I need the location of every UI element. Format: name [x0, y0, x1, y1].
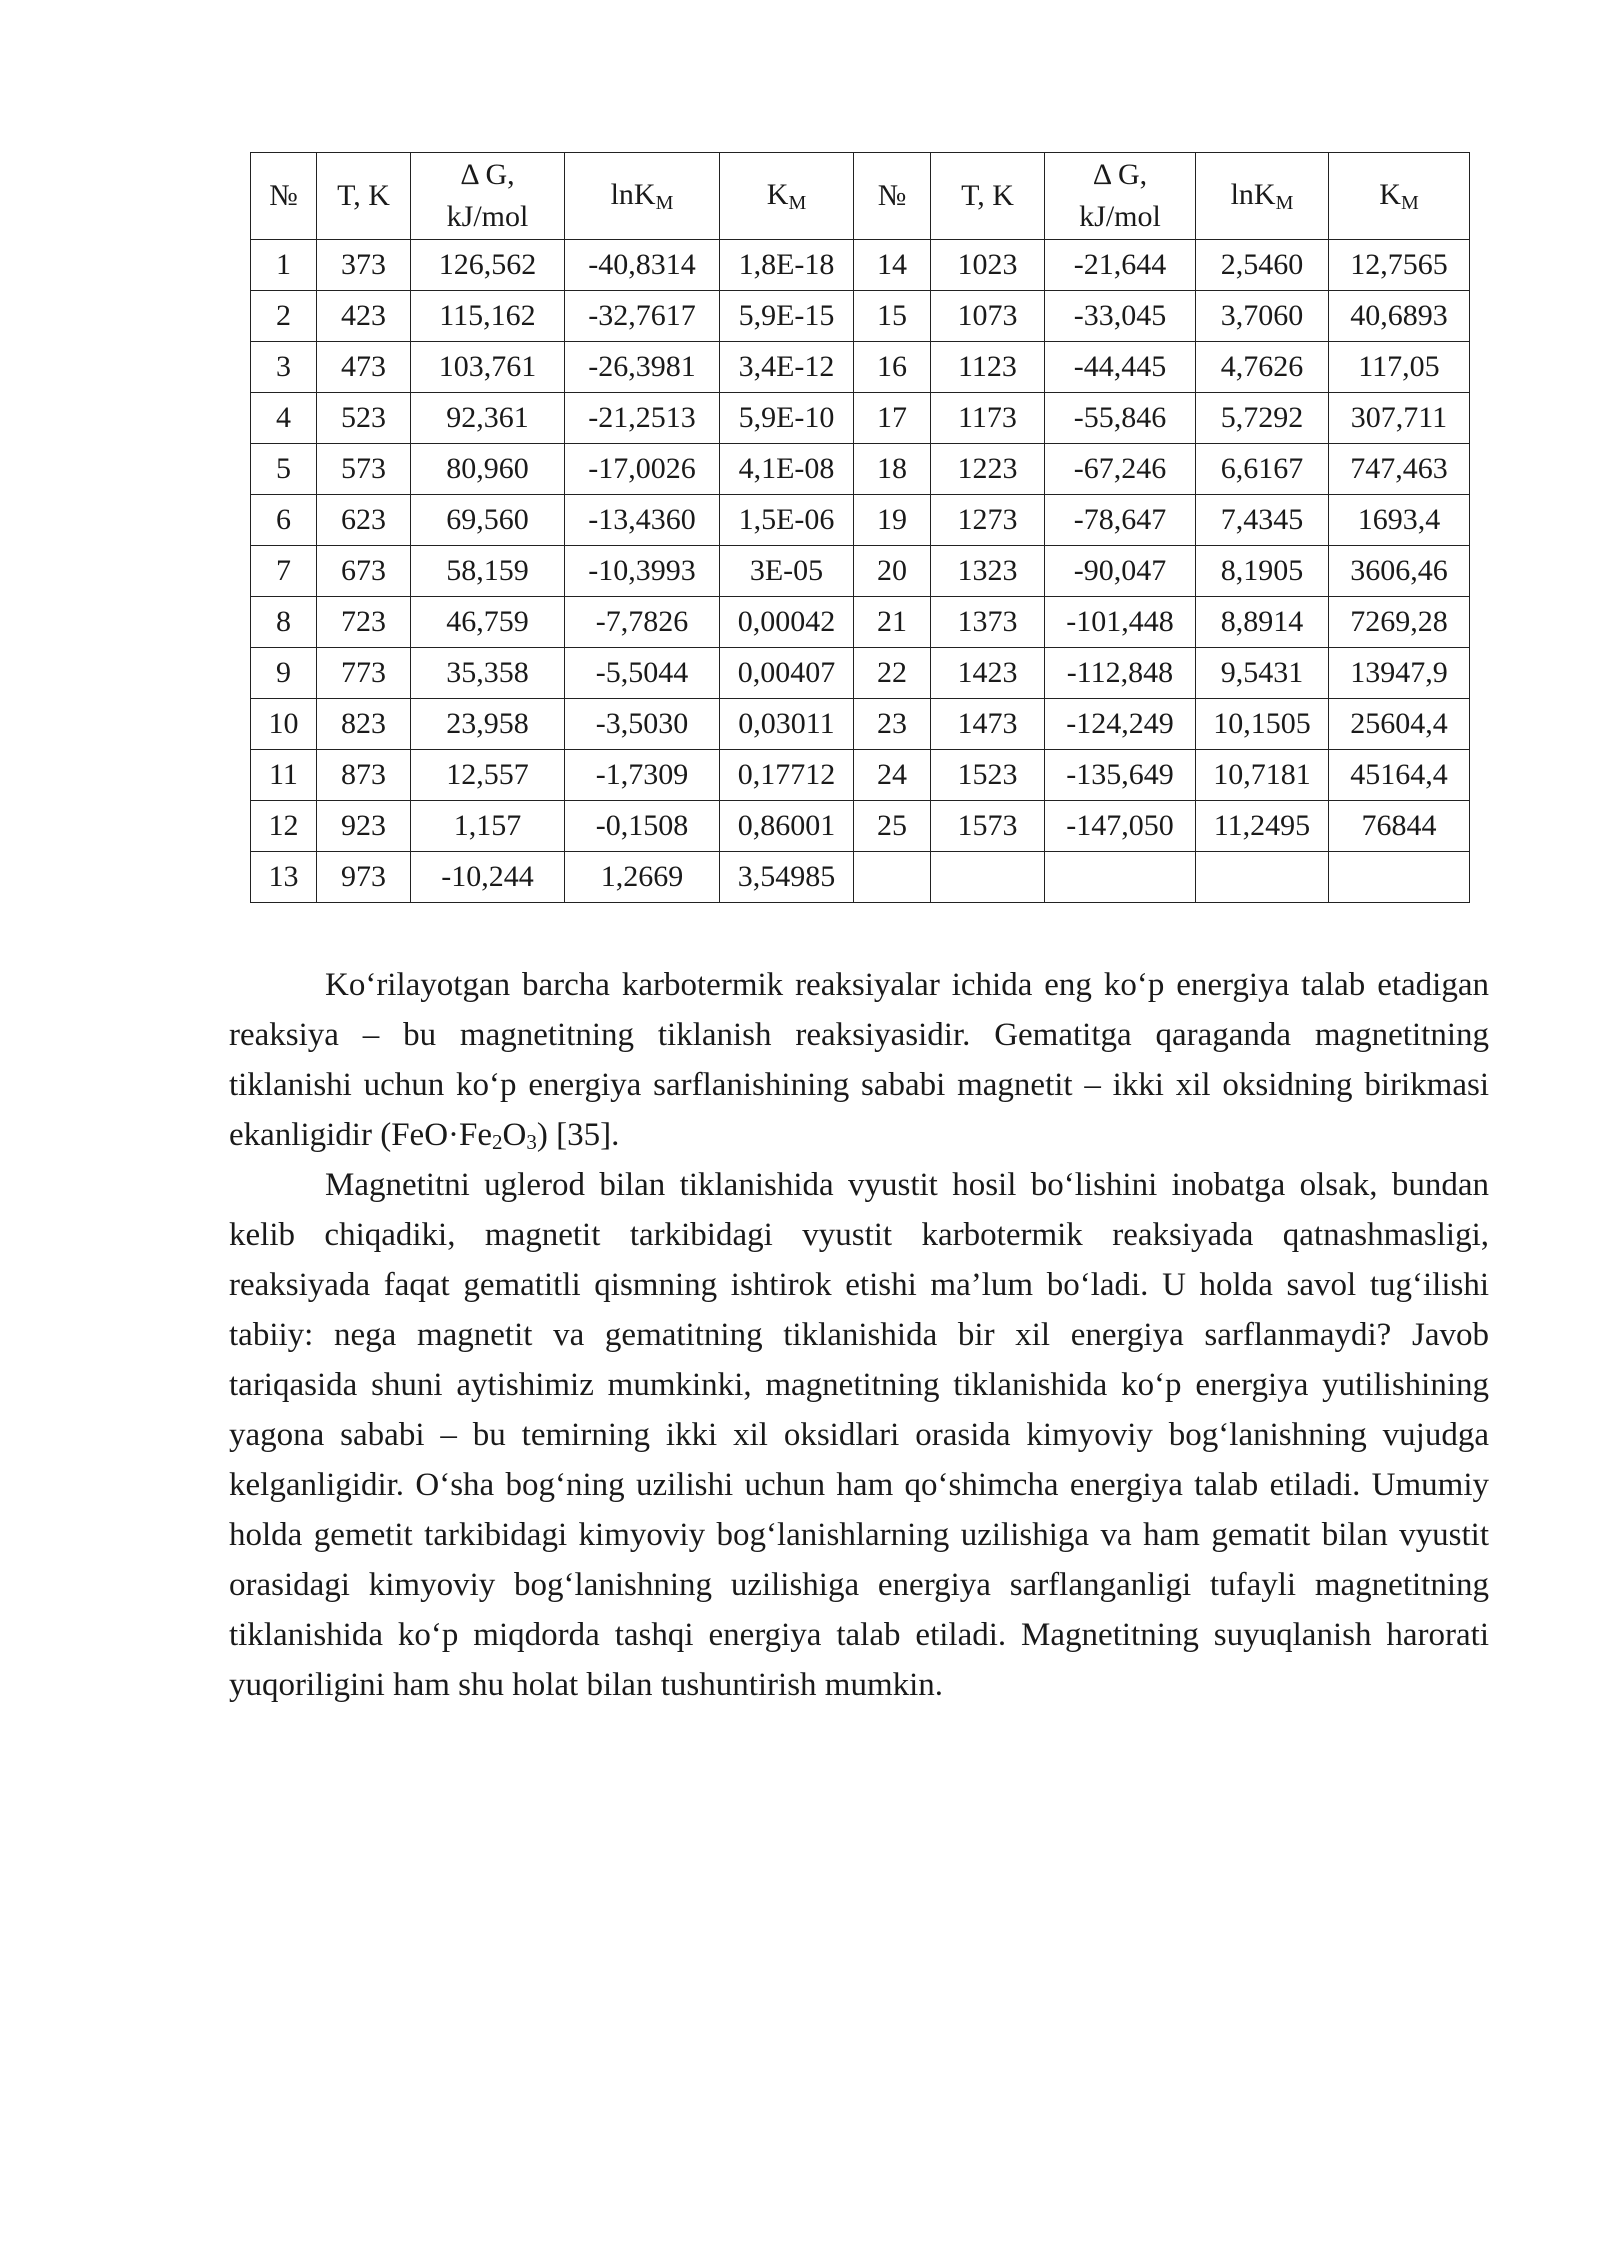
- table-cell: 6: [251, 495, 317, 546]
- table-cell: 1173: [931, 393, 1045, 444]
- table-cell: 92,361: [411, 393, 565, 444]
- table-cell: -26,3981: [565, 342, 720, 393]
- table-row: [251, 342, 1470, 393]
- table-cell: -0,1508: [565, 801, 720, 852]
- header-number: №: [251, 153, 317, 240]
- table-cell: [1045, 852, 1196, 903]
- table-cell: -101,448: [1045, 597, 1196, 648]
- table-cell: 40,6893: [1329, 291, 1470, 342]
- table-cell: -112,848: [1045, 648, 1196, 699]
- table-cell: [1196, 852, 1329, 903]
- table-cell: 11,2495: [1196, 801, 1329, 852]
- table-cell: 23,958: [411, 699, 565, 750]
- table-cell: 7,4345: [1196, 495, 1329, 546]
- table-cell: 0,17712: [720, 750, 854, 801]
- table-cell: -7,7826: [565, 597, 720, 648]
- table-cell: 9: [251, 648, 317, 699]
- table-cell: -40,8314: [565, 240, 720, 291]
- table-cell: 4: [251, 393, 317, 444]
- table-cell: 0,00042: [720, 597, 854, 648]
- header-km: KM: [1329, 153, 1470, 240]
- table-cell: -147,050: [1045, 801, 1196, 852]
- table-cell: 673: [317, 546, 411, 597]
- table-cell: 1473: [931, 699, 1045, 750]
- table-cell: -78,647: [1045, 495, 1196, 546]
- table-cell: 12,557: [411, 750, 565, 801]
- table-cell: 1223: [931, 444, 1045, 495]
- header-km: KM: [720, 153, 854, 240]
- table-cell: [931, 852, 1045, 903]
- table-cell: -44,445: [1045, 342, 1196, 393]
- chemical-formula: $FeO\cdot Fe_2O_3$: [391, 1117, 537, 1154]
- table-cell: 8,8914: [1196, 597, 1329, 648]
- table-cell: 25: [854, 801, 931, 852]
- table-cell: -21,644: [1045, 240, 1196, 291]
- table-cell: 5,9E-15: [720, 291, 854, 342]
- table-cell: 7: [251, 546, 317, 597]
- table-cell: -1,7309: [565, 750, 720, 801]
- table-cell: 8: [251, 597, 317, 648]
- table-cell: 1693,4: [1329, 495, 1470, 546]
- table-cell: 623: [317, 495, 411, 546]
- table-row: [251, 393, 1470, 444]
- table-cell: -13,4360: [565, 495, 720, 546]
- table-cell: 3: [251, 342, 317, 393]
- table-cell: 1273: [931, 495, 1045, 546]
- table-cell: 0,00407: [720, 648, 854, 699]
- table-cell: [854, 852, 931, 903]
- table-cell: 14: [854, 240, 931, 291]
- table-cell: 69,560: [411, 495, 565, 546]
- table-cell: 723: [317, 597, 411, 648]
- table-cell: 45164,4: [1329, 750, 1470, 801]
- table-cell: 0,03011: [720, 699, 854, 750]
- table-cell: -17,0026: [565, 444, 720, 495]
- table-cell: 13: [251, 852, 317, 903]
- table-cell: 22: [854, 648, 931, 699]
- table-cell: 873: [317, 750, 411, 801]
- table-row: [251, 750, 1470, 801]
- table-cell: 3E-05: [720, 546, 854, 597]
- table-cell: 25604,4: [1329, 699, 1470, 750]
- table-cell: 9,5431: [1196, 648, 1329, 699]
- paragraph-1: Ko‘rilayotgan barcha karbotermik reaksiyalar ichida eng ko‘p energiya talab etadigan reaksiya – bu magnetitning tiklanish reaksiyasidir. Gematitga qaraganda magnetitning tiklanishi uchun ko‘p energiya sarflanishining sababi magnetit – ikki xil oksidning birikmasi ekanligidir $(FeO\cdot Fe_2O_3)$ [35].: [229, 967, 1489, 1154]
- header-ln-km: lnKM: [565, 153, 720, 240]
- table-cell: 126,562: [411, 240, 565, 291]
- table-cell: 8,1905: [1196, 546, 1329, 597]
- table-cell: -32,7617: [565, 291, 720, 342]
- table-cell: -124,249: [1045, 699, 1196, 750]
- header-temperature: T, K: [317, 153, 411, 240]
- table-cell: 11: [251, 750, 317, 801]
- table-cell: [1329, 852, 1470, 903]
- table-row: [251, 597, 1470, 648]
- table-row: [251, 444, 1470, 495]
- table-cell: 1,5E-06: [720, 495, 854, 546]
- table-cell: 1523: [931, 750, 1045, 801]
- header-ln-km: lnKM: [1196, 153, 1329, 240]
- table-cell: 115,162: [411, 291, 565, 342]
- table-cell: 10,1505: [1196, 699, 1329, 750]
- header-delta-g: Δ G, kJ/mol: [1045, 153, 1196, 240]
- table-cell: 10,7181: [1196, 750, 1329, 801]
- table-cell: 747,463: [1329, 444, 1470, 495]
- table-cell: 15: [854, 291, 931, 342]
- thermodynamics-table: [250, 152, 1470, 903]
- table-cell: -135,649: [1045, 750, 1196, 801]
- table-cell: 3,7060: [1196, 291, 1329, 342]
- table-cell: 523: [317, 393, 411, 444]
- table-cell: 573: [317, 444, 411, 495]
- table-cell: -55,846: [1045, 393, 1196, 444]
- table-cell: 46,759: [411, 597, 565, 648]
- table-cell: 1323: [931, 546, 1045, 597]
- table-cell: 18: [854, 444, 931, 495]
- table-cell: 823: [317, 699, 411, 750]
- table-cell: 1073: [931, 291, 1045, 342]
- table-cell: -5,5044: [565, 648, 720, 699]
- table-cell: -10,3993: [565, 546, 720, 597]
- table-cell: 58,159: [411, 546, 565, 597]
- table-row: [251, 495, 1470, 546]
- table-cell: -21,2513: [565, 393, 720, 444]
- table-cell: 13947,9: [1329, 648, 1470, 699]
- table-cell: 80,960: [411, 444, 565, 495]
- table-cell: 5,9E-10: [720, 393, 854, 444]
- table-cell: 973: [317, 852, 411, 903]
- table-cell: 10: [251, 699, 317, 750]
- table-cell: 473: [317, 342, 411, 393]
- header-number: №: [854, 153, 931, 240]
- table-cell: -67,246: [1045, 444, 1196, 495]
- table-cell: -3,5030: [565, 699, 720, 750]
- table-body: [251, 240, 1470, 903]
- table-row: [251, 291, 1470, 342]
- table-row: [251, 852, 1470, 903]
- table-cell: 1,8E-18: [720, 240, 854, 291]
- table-cell: 24: [854, 750, 931, 801]
- table-row: [251, 240, 1470, 291]
- table-cell: 12: [251, 801, 317, 852]
- header-temperature: T, K: [931, 153, 1045, 240]
- table-cell: 1373: [931, 597, 1045, 648]
- table-cell: 76844: [1329, 801, 1470, 852]
- table-cell: 19: [854, 495, 931, 546]
- table-cell: 923: [317, 801, 411, 852]
- table-cell: -90,047: [1045, 546, 1196, 597]
- table-cell: 1123: [931, 342, 1045, 393]
- table-cell: 0,86001: [720, 801, 854, 852]
- table-cell: 12,7565: [1329, 240, 1470, 291]
- table-cell: 1023: [931, 240, 1045, 291]
- table-cell: 3606,46: [1329, 546, 1470, 597]
- table-cell: 4,1E-08: [720, 444, 854, 495]
- table-cell: 1573: [931, 801, 1045, 852]
- table-cell: 1: [251, 240, 317, 291]
- body-text: [229, 960, 1489, 1710]
- table-cell: 3,4E-12: [720, 342, 854, 393]
- table-cell: 307,711: [1329, 393, 1470, 444]
- table-cell: 773: [317, 648, 411, 699]
- table-cell: 2: [251, 291, 317, 342]
- table-cell: 16: [854, 342, 931, 393]
- table-cell: 117,05: [1329, 342, 1470, 393]
- table-cell: 2,5460: [1196, 240, 1329, 291]
- table-cell: 20: [854, 546, 931, 597]
- table-header-row: [251, 153, 1470, 240]
- table-cell: -33,045: [1045, 291, 1196, 342]
- table-row: [251, 801, 1470, 852]
- table-cell: 4,7626: [1196, 342, 1329, 393]
- table-cell: 6,6167: [1196, 444, 1329, 495]
- table-cell: 1423: [931, 648, 1045, 699]
- table-row: [251, 546, 1470, 597]
- table-cell: 21: [854, 597, 931, 648]
- table-row: [251, 648, 1470, 699]
- table-cell: 5,7292: [1196, 393, 1329, 444]
- table-cell: 1,2669: [565, 852, 720, 903]
- table-cell: -10,244: [411, 852, 565, 903]
- table-cell: 23: [854, 699, 931, 750]
- table-cell: 3,54985: [720, 852, 854, 903]
- table-cell: 103,761: [411, 342, 565, 393]
- table-cell: 35,358: [411, 648, 565, 699]
- table-cell: 423: [317, 291, 411, 342]
- table-cell: 17: [854, 393, 931, 444]
- table-cell: 373: [317, 240, 411, 291]
- table-cell: 7269,28: [1329, 597, 1470, 648]
- table-row: [251, 699, 1470, 750]
- table-cell: 1,157: [411, 801, 565, 852]
- paragraph-2: Magnetitni uglerod bilan tiklanishida vyustit hosil bo‘lishini inobatga olsak, bundan kelib chiqadiki, magnetit tarkibidagi vyustit karbotermik reaksiyada qatnashmasligi, reaksiyada faqat gematitli qismning ishtirok etishi ma’lum bo‘ladi. U holda savol tug‘ilishi tabiiy: nega magnetit va gematitning tiklanishida bir xil energiya sarflanmaydi? Javob tariqasida shuni aytishimiz mumkinki, magnetitning tiklanishida ko‘p energiya yutilishining yagona sababi – bu temirning ikki xil oksidlari orasida kimyoviy bog‘lanishning vujudga kelganligidir. O‘sha bog‘ning uzilishi uchun ham qo‘shimcha energiya talab etiladi. Umumiy holda gemetit tarkibidagi kimyoviy bog‘lanishlarning uzilishiga va ham gematit bilan vyustit orasidagi kimyoviy bog‘lanishning uzilishiga energiya sarflanganligi tufayli magnetitning tiklanishida ko‘p miqdorda tashqi energiya talab etiladi. Magnetitning suyuqlanish harorati yuqoriligini ham shu holat bilan tushuntirish mumkin.: [229, 1167, 1489, 1703]
- header-delta-g: Δ G, kJ/mol: [411, 153, 565, 240]
- table-cell: 5: [251, 444, 317, 495]
